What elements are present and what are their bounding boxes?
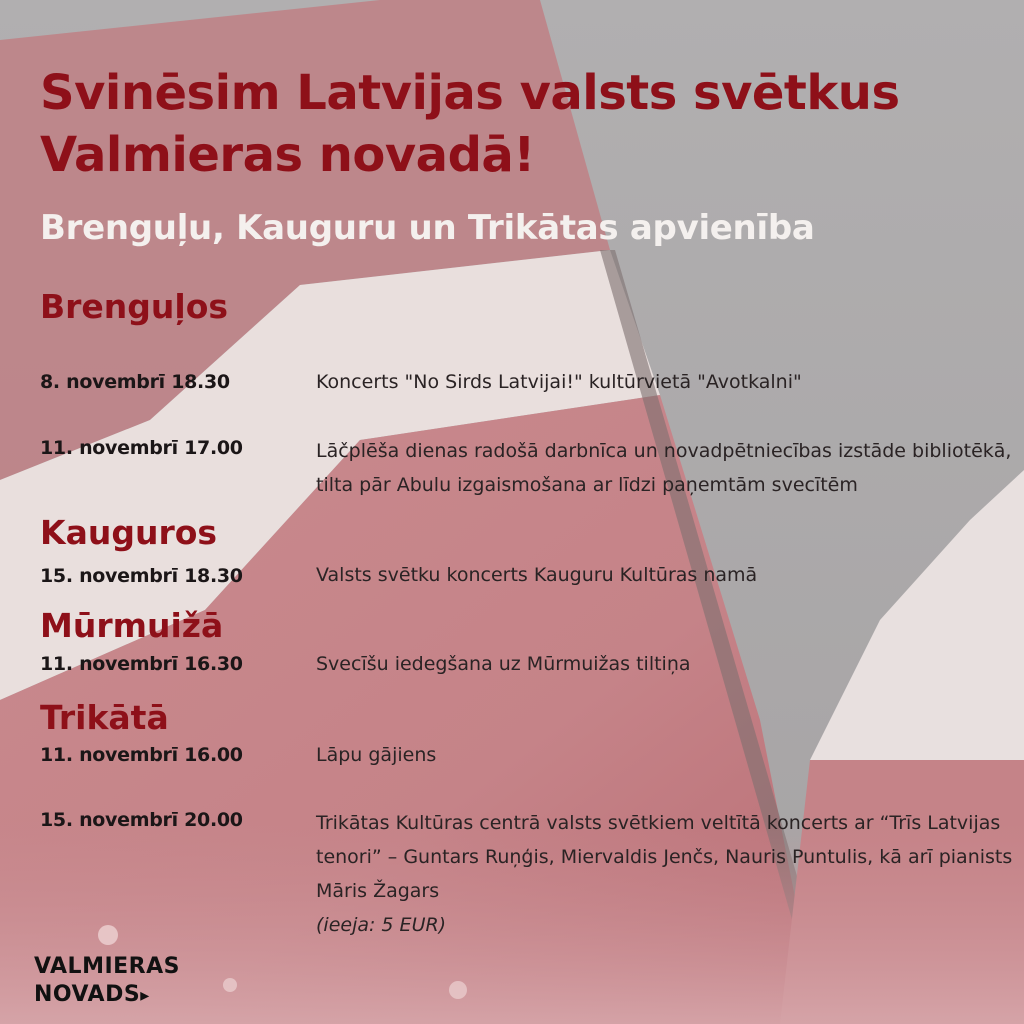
event-date: 11. novembrī 16.30 — [40, 653, 243, 675]
event-date: 15. novembrī 20.00 — [40, 809, 243, 831]
event-text: Trikātas Kultūras centrā valsts svētkiem veltītā koncerts ar “Trīs Latvijas tenori” – Guntars Ruņģis, Miervaldis Jenčs, Nauris Puntulis, kā arī pianists Māris Žagars — [316, 812, 1013, 902]
event-date: 15. novembrī 18.30 — [40, 565, 243, 587]
event-note: (ieeja: 5 EUR) — [316, 914, 447, 936]
event-date: 11. novembrī 17.00 — [40, 437, 243, 459]
event-description: Lāčplēša dienas radošā darbnīca un novadpētniecības izstāde bibliotēkā, tilta pār Abulu izgaismošana ar līdzi paņemtām svecītēm — [316, 440, 1012, 496]
event-description: Valsts svētku koncerts Kauguru Kultūras namā — [316, 564, 758, 586]
section-title-kauguros: Kauguros — [40, 513, 218, 552]
page-title: Svinēsim Latvijas valsts svētkus Valmieras novadā! — [40, 65, 900, 183]
section-title-brengulos: Brenguļos — [40, 287, 229, 326]
section-title-trikata: Trikātā — [40, 698, 169, 737]
event-date: 8. novembrī 18.30 — [40, 371, 230, 393]
section-title-murmuiza: Mūrmuižā — [40, 606, 224, 645]
valmieras-novads-logo — [34, 953, 180, 1010]
logo-line-2: NOVADS▸ — [34, 982, 150, 1007]
page-subtitle: Brenguļu, Kauguru un Trikātas apvienība — [40, 208, 815, 248]
logo-line-1: VALMIERAS — [34, 954, 180, 979]
event-description: Svecīšu iedegšana uz Mūrmuižas tiltiņa — [316, 653, 691, 675]
event-description — [316, 806, 1016, 942]
logo-mark-icon: ▸ — [140, 985, 150, 1006]
event-date: 11. novembrī 16.00 — [40, 744, 243, 766]
event-description: Lāpu gājiens — [316, 744, 437, 766]
event-description: Koncerts "No Sirds Latvijai!" kultūrvietā "Avotkalni" — [316, 371, 802, 393]
